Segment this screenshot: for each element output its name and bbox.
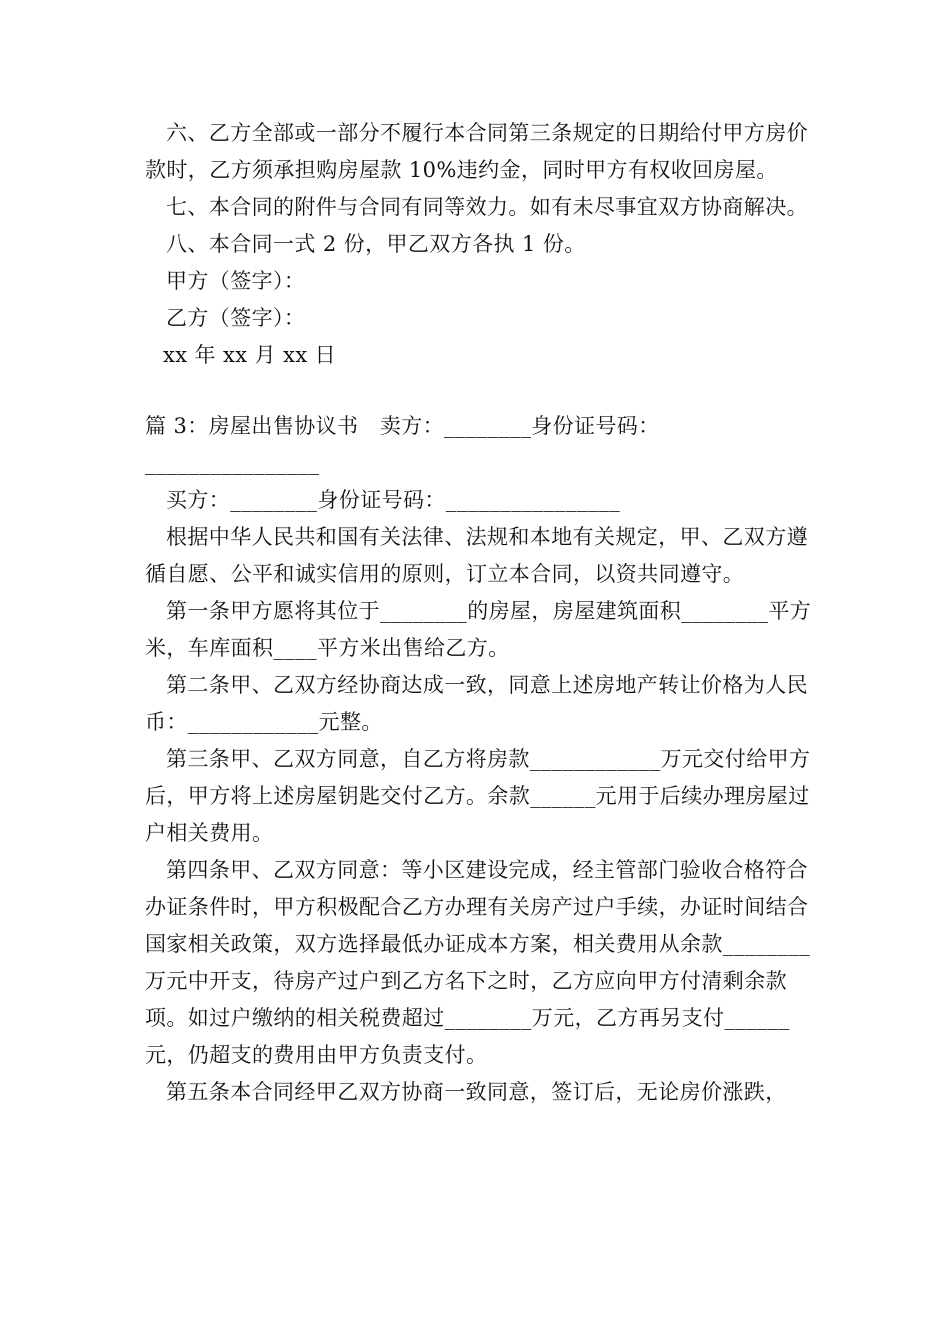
clause-six: 六、乙方全部或一部分不履行本合同第三条规定的日期给付甲方房价款时，乙方须承担购房屋款 10%违约金，同时甲方有权收回房屋。 [145,121,808,182]
party-b-signature: 乙方（签字）： [166,306,306,330]
buyer-line: 买方：________身份证号码：________________ [166,488,621,512]
article-3: 第三条甲、乙双方同意，自乙方将房款____________万元交付给甲方后，甲方将上述房屋钥匙交付乙方。余款______元用于后续办理房屋过户相关费用。 [145,747,811,845]
article-5: 第五条本合同经甲乙双方协商一致同意，签订后，无论房价涨跌， [166,1080,787,1104]
signing-date: xx 年 xx 月 xx 日 [163,343,337,367]
article-2: 第二条甲、乙双方经协商达成一致，同意上述房地产转让价格为人民币：____________元整。 [145,673,808,734]
section-3-title: 篇 3：房屋出售协议书 卖方：________身份证号码：________________ [145,414,660,475]
article-4: 第四条甲、乙双方同意：等小区建设完成，经主管部门验收合格符合办证条件时，甲方积极配合乙方办理有关房产过户手续，办证时间结合国家相关政策，双方选择最低办证成本方案，相关费用从余款________万元中开支，待房产过户到乙方名下之时，乙方应向甲方付清剩余款项。如过户缴纳的相关税费超过________万元，乙方再另支付______元，仍超支的费用由甲方负责支付。 [145,858,810,1067]
section-gap [145,374,815,408]
clause-eight: 八、本合同一式 2 份，甲乙双方各执 1 份。 [166,232,586,256]
party-a-signature: 甲方（签字）： [166,269,306,293]
intro-paragraph: 根据中华人民共和国有关法律、法规和本地有关规定，甲、乙双方遵循自愿、公平和诚实信用的原则，订立本合同，以资共同遵守。 [145,525,808,586]
article-1: 第一条甲方愿将其位于________的房屋，房屋建筑面积________平方米，车库面积____平方米出售给乙方。 [145,599,812,660]
document-body [145,115,815,1111]
clause-seven: 七、本合同的附件与合同有同等效力。如有未尽事宜双方协商解决。 [166,195,808,219]
